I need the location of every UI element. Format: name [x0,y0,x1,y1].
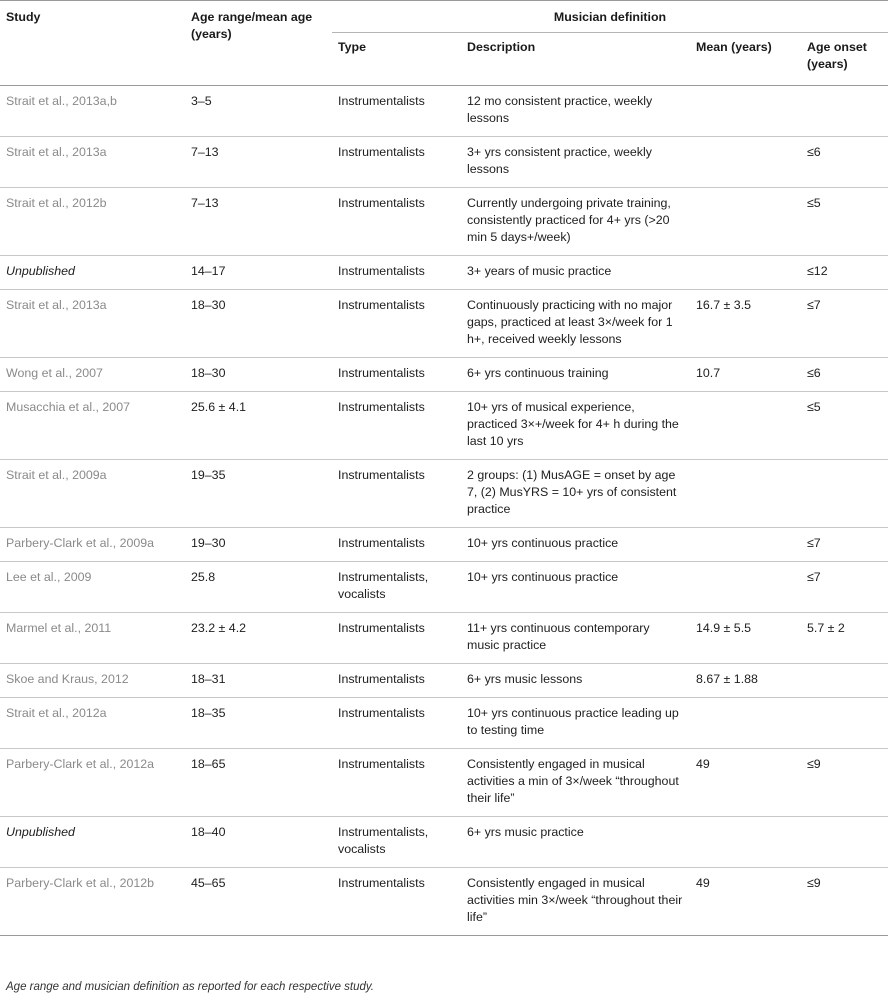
cell-mean [690,188,801,256]
cell-study: Unpublished [6,825,75,839]
table-row [0,749,888,817]
cell-age: 14–17 [191,264,226,278]
cell-age: 18–30 [191,298,226,312]
cell-age: 23.2 ± 4.2 [191,621,247,635]
cell-type: Instrumentalists [338,672,425,686]
cell-age: 18–65 [191,757,226,771]
cell-description: 2 groups: (1) MusAGE = onset by age 7, (2) MusYRS = 10+ yrs of consistent practice [467,468,677,516]
cell-age-onset [801,86,888,137]
cell-mean: 49 [696,876,710,890]
cell-type: Instrumentalists [338,706,425,720]
cell-type: Instrumentalists [338,366,425,380]
cell-study: Strait et al., 2012b [6,196,107,210]
cell-description: 3+ yrs consistent practice, weekly lessons [467,145,652,176]
cell-description: 11+ yrs continuous contemporary music practice [467,621,650,652]
table-row [0,817,888,868]
table-row [0,188,888,256]
cell-type: Instrumentalists [338,94,425,108]
cell-age: 25.8 [191,570,216,584]
cell-mean [690,528,801,562]
cell-description: Continuously practicing with no major gaps, practiced at least 3×/week for 1 h+, received weekly lessons [467,298,673,346]
cell-age-onset: ≤6 [807,145,821,159]
cell-description: 10+ yrs of musical experience, practiced 3×+/week for 4+ h during the last 10 yrs [467,400,679,448]
cell-study: Strait et al., 2013a [6,145,107,159]
cell-age: 3–5 [191,94,212,108]
table-row [0,868,888,936]
cell-study: Strait et al., 2012a [6,706,107,720]
cell-mean [690,460,801,528]
table-row [0,664,888,698]
cell-age-onset: ≤6 [807,366,821,380]
table-footnote: Age range and musician definition as reported for each respective study. [6,981,374,993]
header-age-onset: Age onset (years) [807,40,867,71]
cell-mean: 8.67 ± 1.88 [696,672,758,686]
cell-type: Instrumentalists, vocalists [338,825,429,856]
cell-age: 18–40 [191,825,226,839]
table-row [0,256,888,290]
cell-age-onset: 5.7 ± 2 [807,621,845,635]
cell-type: Instrumentalists [338,264,425,278]
cell-age-onset [801,664,888,698]
cell-age-onset: ≤9 [807,876,821,890]
cell-mean [690,86,801,137]
cell-age: 18–31 [191,672,226,686]
header-musician-definition: Musician definition [332,1,888,33]
cell-study: Wong et al., 2007 [6,366,103,380]
cell-mean: 10.7 [696,366,721,380]
cell-study: Strait et al., 2009a [6,468,107,482]
cell-mean [690,392,801,460]
cell-age: 19–35 [191,468,226,482]
cell-study: Parbery-Clark et al., 2012b [6,876,155,890]
cell-age: 18–35 [191,706,226,720]
cell-type: Instrumentalists, vocalists [338,570,429,601]
cell-description: 10+ yrs continuous practice [467,536,619,550]
cell-description: 6+ yrs continuous training [467,366,609,380]
cell-description: 6+ yrs music practice [467,825,584,839]
cell-description: 10+ yrs continuous practice leading up to testing time [467,706,679,737]
cell-mean [690,562,801,613]
cell-mean: 16.7 ± 3.5 [696,298,752,312]
table-row [0,613,888,664]
table-row [0,460,888,528]
header-description: Description [467,40,536,54]
cell-type: Instrumentalists [338,298,425,312]
cell-age: 7–13 [191,196,219,210]
cell-age: 18–30 [191,366,226,380]
cell-study: Strait et al., 2013a,b [6,94,117,108]
cell-mean [690,698,801,749]
cell-study: Parbery-Clark et al., 2012a [6,757,155,771]
cell-age: 7–13 [191,145,219,159]
cell-type: Instrumentalists [338,145,425,159]
cell-study: Skoe and Kraus, 2012 [6,672,129,686]
cell-age-onset: ≤9 [807,757,821,771]
cell-age-onset: ≤7 [807,536,821,550]
cell-study: Unpublished [6,264,75,278]
table-row [0,528,888,562]
cell-age-onset [801,460,888,528]
cell-study: Strait et al., 2013a [6,298,107,312]
header-type: Type [338,40,366,54]
header-age: Age range/mean age (years) [191,10,313,41]
cell-age-onset: ≤7 [807,298,821,312]
cell-age-onset: ≤12 [807,264,828,278]
cell-mean [690,256,801,290]
cell-mean [690,137,801,188]
cell-type: Instrumentalists [338,196,425,210]
cell-description: 6+ yrs music lessons [467,672,583,686]
table-row [0,392,888,460]
cell-description: 12 mo consistent practice, weekly lessons [467,94,653,125]
cell-type: Instrumentalists [338,400,425,414]
cell-type: Instrumentalists [338,876,425,890]
cell-age: 25.6 ± 4.1 [191,400,247,414]
cell-study: Lee et al., 2009 [6,570,92,584]
cell-mean: 14.9 ± 5.5 [696,621,752,635]
table-row [0,562,888,613]
cell-mean: 49 [696,757,710,771]
cell-type: Instrumentalists [338,757,425,771]
table-header [0,1,888,86]
table-row [0,358,888,392]
cell-age-onset [801,817,888,868]
cell-age-onset: ≤5 [807,196,821,210]
cell-description: Currently undergoing private training, consistently practiced for 4+ yrs (>20 min 5 days+/week) [467,196,671,244]
cell-study: Parbery-Clark et al., 2009a [6,536,155,550]
cell-description: 10+ yrs continuous practice [467,570,619,584]
cell-age: 45–65 [191,876,226,890]
cell-type: Instrumentalists [338,621,425,635]
cell-description: 3+ years of music practice [467,264,612,278]
cell-description: Consistently engaged in musical activities min 3×/week “throughout their life” [467,876,683,924]
table-row [0,86,888,137]
cell-age-onset: ≤5 [807,400,821,414]
header-mean: Mean (years) [696,40,772,54]
table-body [0,86,888,936]
table-row [0,290,888,358]
cell-study: Musacchia et al., 2007 [6,400,130,414]
cell-age-onset: ≤7 [807,570,821,584]
cell-description: Consistently engaged in musical activities a min of 3×/week “throughout their life” [467,757,679,805]
cell-age: 19–30 [191,536,226,550]
header-study: Study [6,10,41,24]
cell-mean [690,817,801,868]
table-row [0,698,888,749]
cell-type: Instrumentalists [338,468,425,482]
cell-age-onset [801,698,888,749]
table-row [0,137,888,188]
cell-type: Instrumentalists [338,536,425,550]
cell-study: Marmel et al., 2011 [6,621,112,635]
